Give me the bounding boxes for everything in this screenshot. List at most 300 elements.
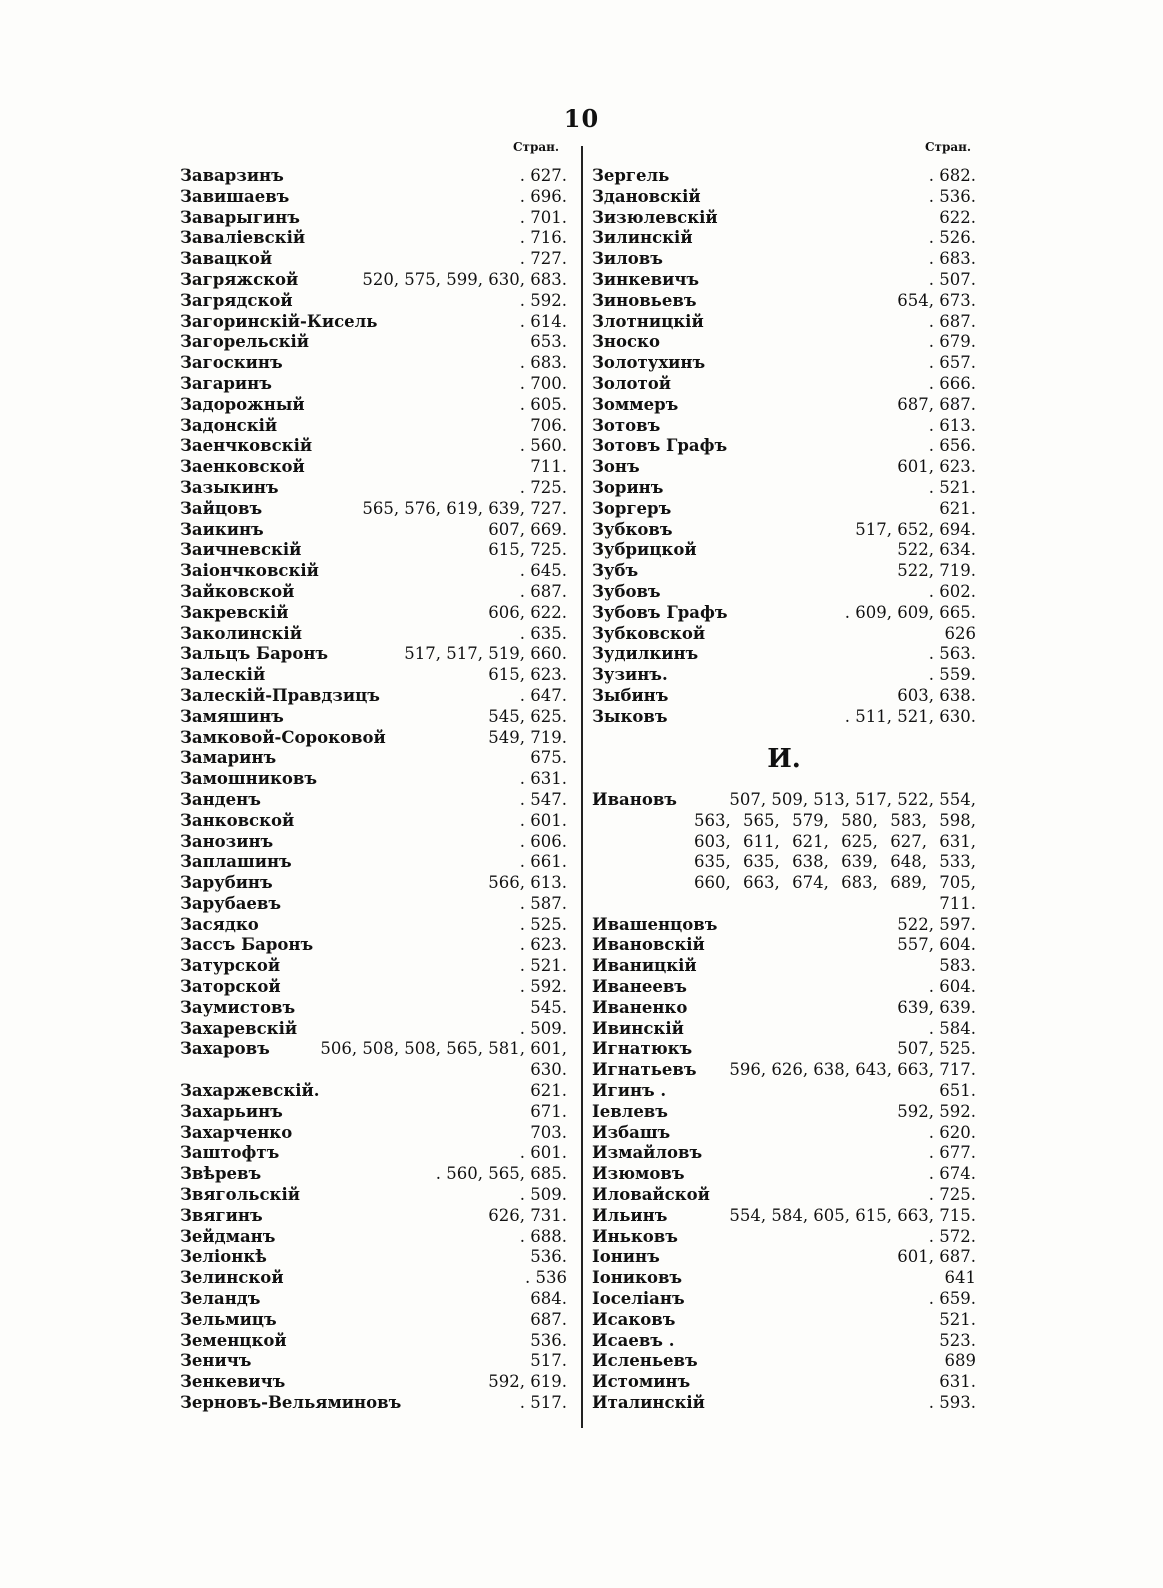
index-entry [592,395,976,416]
entry-name: Заваліевскій [180,228,306,248]
index-entry [592,436,976,457]
entry-name: Земенцкой [180,1330,287,1350]
entry-pages: 520, 575, 599, 630, 683. [362,269,567,289]
entry-pages: . 661. [519,852,567,872]
entry-pages: . 592. [519,290,567,310]
index-entry [180,1039,567,1060]
entry-pages: . 683. [928,249,976,269]
entry-pages: 706. [530,415,567,435]
index-entry [592,1164,976,1185]
entry-pages: 566, 613. [488,873,567,893]
index-entry [180,1393,567,1414]
index-entry [592,520,976,541]
entry-name: Зубрицкой [592,540,697,560]
index-entry [180,166,567,187]
entry-name: Іониковъ [592,1268,683,1288]
entry-pages: . 604. [928,977,976,997]
entry-pages: 684. [530,1289,567,1309]
index-entry [592,1185,976,1206]
entry-pages: . 659. [928,1289,976,1309]
entry-name: Зерновъ-Вельяминовъ [180,1393,402,1413]
entry-pages: 522, 634. [897,540,976,560]
index-entry [592,166,976,187]
entry-name: Заварзинъ [180,166,284,185]
entry-name: Іоселіанъ [592,1289,685,1309]
entry-name: Золотухинъ [592,353,706,373]
entry-name: Загаринъ [180,373,272,393]
entry-name: Зузинъ. [592,665,668,685]
index-entry [592,1372,976,1393]
entry-pages: 626, 731. [488,1205,567,1225]
entry-name: Зубовъ [592,581,661,601]
entry-pages: . 609, 609, 665. [844,602,976,622]
entry-pages: 592, 619. [488,1372,567,1392]
entry-pages: . 601. [519,810,567,830]
entry-pages: . 620. [928,1122,976,1142]
entry-pages: . 727. [519,249,567,269]
entry-name: Занденъ [180,789,261,809]
index-entry [592,270,976,291]
index-entry [592,1289,976,1310]
entry-pages: 621. [939,498,976,518]
entry-name: Иваницкій [592,956,697,976]
entry-name: Зилинскій [592,228,693,248]
index-entry [180,1310,567,1331]
index-entry [592,852,976,873]
index-entry [592,374,976,395]
entry-pages: . 635. [519,623,567,643]
right-index-column [592,166,976,1414]
entry-name: Завацкой [180,249,273,269]
entry-pages: . 657. [928,353,976,373]
index-entry [592,291,976,312]
entry-name: Зубовъ Графъ [592,602,728,622]
entry-name: Зальцъ Баронъ [180,644,329,664]
entry-pages: . 547. [519,789,567,809]
index-entry [592,956,976,977]
entry-pages: 630. [530,1060,567,1080]
entry-name: Зиловъ [592,249,663,269]
entry-name: Измайловъ [592,1143,703,1163]
entry-pages: . 536. [928,186,976,206]
entry-name: Зноско [592,332,660,352]
index-entry [592,457,976,478]
index-entry [592,332,976,353]
left-column-header: Стран. [513,140,560,154]
entry-pages: 565, 576, 619, 639, 727. [362,498,567,518]
entry-name: Заколинскій [180,623,302,643]
index-entry [592,1268,976,1289]
entry-name: Иванеевъ [592,977,687,997]
entry-pages: . 682. [928,166,976,185]
entry-pages: 606, 622. [488,602,567,622]
index-entry [180,1206,567,1227]
entry-name: Зинкевичъ [592,269,700,289]
entry-pages: . 656. [928,436,976,456]
index-entry [592,187,976,208]
entry-name: Зазыкинъ [180,477,279,497]
entry-pages: 641 [944,1268,976,1288]
entry-pages: . 605. [519,394,567,414]
entry-pages: 592, 592. [897,1101,976,1121]
entry-name: Зотовъ [592,415,661,435]
index-entry [180,728,567,749]
index-entry [592,790,976,811]
entry-name: Зарубаевъ [180,893,282,913]
index-entry [592,1019,976,1040]
entry-pages: 654, 673. [897,290,976,310]
entry-pages: . 560. [519,436,567,456]
entry-pages: . 509. [519,1018,567,1038]
index-entry [592,312,976,333]
entry-pages: . 725. [928,1185,976,1205]
entry-name: Зубъ [592,561,639,581]
entry-pages: . 563. [928,644,976,664]
entry-pages: . 602. [928,581,976,601]
index-entry [180,686,567,707]
index-entry [592,935,976,956]
entry-name: Зотовъ Графъ [592,436,728,456]
index-entry [592,832,976,853]
entry-name: Ивашенцовъ [592,914,718,934]
entry-name: Ивановъ [592,789,677,809]
entry-pages: 675. [530,748,567,768]
entry-name: Звѣревъ [180,1164,262,1184]
index-entry [592,540,976,561]
entry-pages: 545, 625. [488,706,567,726]
index-entry [592,1227,976,1248]
index-entry [180,499,567,520]
entry-name: Золотой [592,373,672,393]
entry-name: Злотницкій [592,311,704,331]
index-entry [592,1393,976,1414]
entry-name: Зарубинъ [180,873,273,893]
entry-name: Зеландъ [180,1289,261,1309]
entry-pages: 621. [530,1081,567,1101]
entry-name: Захаровъ [180,1039,270,1059]
entry-pages: . 584. [928,1018,976,1038]
index-entry [592,1206,976,1227]
index-entry [592,353,976,374]
entry-pages: 601, 687. [897,1247,976,1267]
right-index-list-z [592,166,976,728]
entry-name: Заикинъ [180,519,264,539]
entry-pages: . 606. [519,831,567,851]
entry-pages: 517. [530,1351,567,1371]
entry-pages: 711. [939,893,976,913]
entry-pages: 523. [939,1330,976,1350]
entry-pages: 703. [530,1122,567,1142]
entry-name: Замяшинъ [180,706,284,726]
index-entry [180,478,567,499]
entry-name: Исаевъ . [592,1330,675,1350]
entry-pages: 689 [944,1351,976,1371]
entry-name: Зыковъ [592,706,668,726]
entry-pages: . 572. [928,1226,976,1246]
entry-pages: 536. [530,1247,567,1267]
index-entry [180,1268,567,1289]
index-entry [592,1081,976,1102]
entry-pages: . 525. [519,914,567,934]
entry-name: Засядко [180,914,259,934]
index-entry [592,561,976,582]
index-entry [592,1351,976,1372]
index-entry [592,499,976,520]
index-entry [592,665,976,686]
index-entry [180,291,567,312]
index-entry [592,208,976,229]
index-entry [592,249,976,270]
index-entry [180,644,567,665]
entry-name: Іонинъ [592,1247,660,1267]
entry-pages: 596, 626, 638, 643, 663, 717. [729,1060,976,1080]
index-entry [180,332,567,353]
entry-pages: 521. [939,1309,976,1329]
index-entry [180,416,567,437]
entry-pages: . 645. [519,561,567,581]
index-entry [180,353,567,374]
entry-name: Занозинъ [180,831,274,851]
entry-name: Заварыгинъ [180,207,300,227]
index-entry [592,1247,976,1268]
entry-pages: 687, 687. [897,394,976,414]
entry-name: Загоринскій-Кисель [180,311,378,331]
index-entry [180,1227,567,1248]
entry-pages: . 614. [519,311,567,331]
entry-name: Замковой-Сороковой [180,727,386,747]
entry-name: Заичневскій [180,540,302,560]
index-entry [180,582,567,603]
entry-name: Зубковъ [592,519,673,539]
index-entry [180,707,567,728]
entry-pages: . 623. [519,935,567,955]
entry-pages: 653. [530,332,567,352]
entry-pages: . 631. [519,769,567,789]
entry-name: Іевлевъ [592,1101,668,1121]
entry-name: Зассъ Баронъ [180,935,314,955]
index-entry [592,873,976,894]
index-entry [592,1310,976,1331]
index-entry [592,894,976,915]
entry-name: Зизюлевскій [592,207,718,227]
index-entry [180,998,567,1019]
entry-pages: . 536 [525,1268,567,1288]
index-entry [180,603,567,624]
entry-pages: . 526. [928,228,976,248]
index-entry [180,208,567,229]
entry-pages: . 587. [519,893,567,913]
entry-pages: . 674. [928,1164,976,1184]
entry-name: Задорожный [180,394,305,414]
entry-pages: 601, 623. [897,457,976,477]
entry-pages: . 679. [928,332,976,352]
section-letter: И. [767,743,801,774]
entry-name: Захарьинъ [180,1101,283,1121]
index-entry [180,1060,567,1081]
index-entry [592,416,976,437]
entry-pages: . 683. [519,353,567,373]
index-entry [180,832,567,853]
index-entry [180,1331,567,1352]
entry-name: Зенкевичъ [180,1372,286,1392]
entry-name: Загоскинъ [180,353,283,373]
index-entry [180,187,567,208]
right-index-list-i [592,790,976,1414]
entry-name: Здановскій [592,186,701,206]
entry-name: Замошниковъ [180,769,318,789]
entry-pages: 522, 597. [897,914,976,934]
index-entry [180,1081,567,1102]
index-entry [180,1143,567,1164]
entry-name: Зеліонкѣ [180,1247,267,1267]
entry-pages: 554, 584, 605, 615, 663, 715. [729,1205,976,1225]
entry-pages: . 521. [519,956,567,976]
entry-name: Исаковъ [592,1309,676,1329]
index-entry [592,915,976,936]
entry-pages: 639, 639. [897,997,976,1017]
entry-name: Зонъ [592,457,640,477]
entry-name: Завишаевъ [180,186,290,206]
column-divider [581,146,583,1428]
index-entry [592,603,976,624]
index-entry [592,1123,976,1144]
entry-pages: 711. [530,457,567,477]
entry-pages: 660, 663, 674, 683, 689, 705, [694,873,976,893]
entry-pages: . 613. [928,415,976,435]
entry-name: Зельмицъ [180,1309,277,1329]
entry-name: Исленьевъ [592,1351,698,1371]
entry-pages: . 688. [519,1226,567,1246]
entry-name: Зеничъ [180,1351,252,1371]
entry-pages: . 521. [928,477,976,497]
index-entry [592,1039,976,1060]
index-entry [592,998,976,1019]
left-index-column [180,166,567,1414]
entry-pages: . 687. [519,581,567,601]
index-entry [180,1164,567,1185]
entry-name: Задонскій [180,415,278,435]
entry-name: Заштофтъ [180,1143,280,1163]
entry-name: Истоминъ [592,1372,691,1392]
entry-name: Игнатюкъ [592,1039,693,1059]
index-entry [180,312,567,333]
index-entry [180,1102,567,1123]
index-entry [180,395,567,416]
index-entry [592,977,976,998]
entry-name: Звягинъ [180,1205,263,1225]
entry-name: Загорельскій [180,332,310,352]
entry-name: Ильинъ [592,1205,668,1225]
index-entry [180,374,567,395]
entry-pages: 506, 508, 508, 565, 581, 601, [320,1039,567,1059]
index-entry [180,811,567,832]
entry-pages: 545. [530,997,567,1017]
entry-name: Заіончковскій [180,561,319,581]
entry-pages: 603, 611, 621, 625, 627, 631, [694,831,976,851]
index-entry [180,935,567,956]
entry-pages: . 507. [928,269,976,289]
entry-pages: 507, 509, 513, 517, 522, 554, [729,789,976,809]
entry-name: Захаревскій [180,1018,298,1038]
entry-name: Зоринъ [592,477,664,497]
entry-pages: 557, 604. [897,935,976,955]
index-entry [592,228,976,249]
entry-pages: . 696. [519,186,567,206]
entry-pages: . 509. [519,1185,567,1205]
entry-name: Игнатьевъ [592,1060,697,1080]
index-entry [180,852,567,873]
entry-pages: . 517. [519,1393,567,1413]
entry-pages: . 559. [928,665,976,685]
index-entry [180,748,567,769]
entry-name: Иваненко [592,997,688,1017]
entry-pages: 631. [939,1372,976,1392]
entry-pages: 622. [939,207,976,227]
right-column-header: Стран. [925,140,972,154]
entry-pages: 687. [530,1309,567,1329]
entry-pages: . 725. [519,477,567,497]
index-entry [180,894,567,915]
entry-name: Италинскій [592,1393,705,1413]
entry-name: Зайковской [180,581,295,601]
entry-name: Зыбинъ [592,685,669,705]
entry-name: Загрядской [180,290,293,310]
entry-name: Заумистовъ [180,997,296,1017]
index-entry [180,1123,567,1144]
entry-pages: 615, 725. [488,540,567,560]
entry-pages: 549, 719. [488,727,567,747]
index-entry [180,228,567,249]
entry-pages: 635, 635, 638, 639, 648, 533, [694,852,976,872]
entry-name: Зелинской [180,1268,284,1288]
entry-name: Загряжской [180,269,299,289]
entry-pages: . 666. [928,373,976,393]
index-entry [180,1247,567,1268]
entry-name: Захарченко [180,1122,293,1142]
entry-name: Игинъ . [592,1081,667,1101]
index-entry [180,540,567,561]
entry-name: Зиновьевъ [592,290,697,310]
entry-name: Захаржевскій. [180,1081,320,1101]
entry-name: Зейдманъ [180,1226,276,1246]
index-entry [180,790,567,811]
index-entry [592,811,976,832]
index-entry [180,436,567,457]
entry-pages: 583. [939,956,976,976]
entry-pages: . 716. [519,228,567,248]
entry-name: Ивановскій [592,935,705,955]
entry-pages: 615, 623. [488,665,567,685]
entry-pages: 522, 719. [897,561,976,581]
entry-pages: . 560, 565, 685. [435,1164,567,1184]
entry-pages: 607, 669. [488,519,567,539]
index-entry [180,977,567,998]
entry-pages: 626 [944,623,976,643]
index-entry [180,915,567,936]
index-entry [180,1289,567,1310]
entry-name: Занковской [180,810,295,830]
index-entry [180,665,567,686]
entry-name: Зудилкинъ [592,644,699,664]
entry-pages: 563, 565, 579, 580, 583, 598, [694,810,976,830]
index-entry [180,561,567,582]
entry-name: Замаринъ [180,748,277,768]
index-entry [592,644,976,665]
entry-name: Иловайской [592,1185,710,1205]
entry-name: Зоргеръ [592,498,672,518]
entry-name: Заторской [180,977,281,997]
entry-pages: . 593. [928,1393,976,1413]
